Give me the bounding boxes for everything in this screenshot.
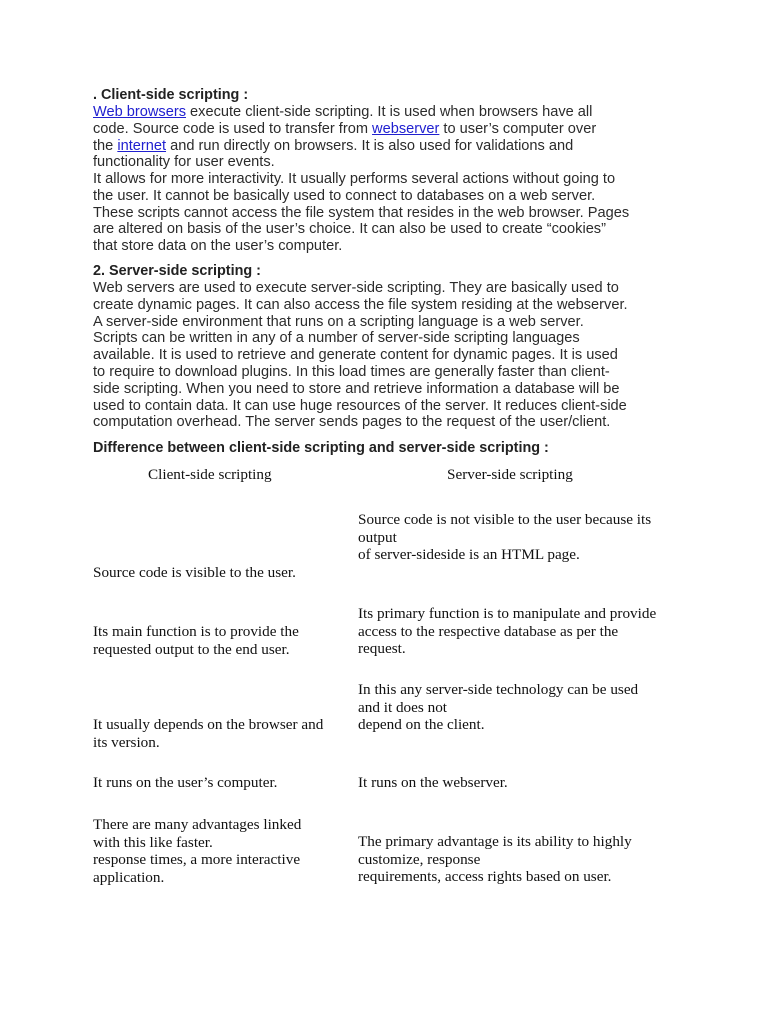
cell-line: There are many advantages linked: [93, 816, 302, 833]
cell-line: In this any server-side technology can be used: [358, 681, 639, 698]
cell-line: It runs on the webserver.: [358, 774, 508, 791]
text-span: the: [93, 137, 118, 154]
paragraph-line: Web servers are used to execute server-side scripting. They are basically used to: [93, 280, 619, 296]
cell-line: depend on the client.: [358, 716, 485, 734]
row-5-client-cell: [93, 816, 301, 886]
column-header-client: Client-side scripting: [148, 466, 272, 483]
paragraph-line: side scripting. When you need to store and retrieve information a database will be: [93, 380, 620, 397]
paragraph-line: It allows for more interactivity. It usually performs several actions without going to: [93, 171, 616, 187]
text-span: execute client-side scripting. It is used when browsers have all: [186, 104, 593, 120]
client-side-heading: . Client-side scripting :: [93, 87, 249, 103]
internet-link[interactable]: internet: [117, 137, 167, 154]
cell-line: response times, a more interactive: [93, 851, 301, 869]
cell-line: request.: [358, 640, 406, 658]
cell-line: access to the respective database as per the: [358, 622, 619, 640]
paragraph-line: available. It is used to retrieve and generate content for dynamic pages. It is used: [93, 347, 618, 364]
cell-line: output: [358, 528, 397, 546]
web-browsers-link[interactable]: Web browsers: [93, 104, 186, 120]
server-side-paragraph: [93, 280, 683, 431]
paragraph-line: These scripts cannot access the file system that resides in the web browser. Pages: [93, 204, 630, 221]
cell-line: application.: [93, 868, 165, 886]
column-header-server: Server-side scripting: [447, 466, 573, 483]
cell-line: Source code is not visible to the user because its: [358, 511, 652, 528]
paragraph-line: A server-side environment that runs on a scripting language is a web server.: [93, 313, 584, 330]
cell-line: customize, response: [358, 850, 481, 868]
row-5-server-cell: [358, 833, 632, 886]
client-side-paragraph-1: [93, 104, 683, 171]
cell-line: requirements, access rights based on user.: [358, 868, 612, 886]
cell-line: Source code is visible to the user.: [93, 564, 296, 581]
comparison-heading: Difference between client-side scripting and server-side scripting :: [93, 440, 549, 456]
row-2-server-cell: [358, 605, 656, 658]
paragraph-line: used to contain data. It can use huge resources of the server. It reduces client-side: [93, 397, 627, 414]
text-span: to user’s computer over: [439, 120, 597, 137]
paragraph-line: Scripts can be written in any of a number of server-side scripting languages: [93, 330, 580, 347]
row-2-client-cell: [93, 623, 299, 658]
row-4-client-cell: [93, 774, 277, 792]
cell-line: The primary advantage is its ability to highly: [358, 833, 632, 850]
paragraph-line: create dynamic pages. It can also access the file system residing at the webserver.: [93, 296, 628, 313]
paragraph-line: to require to download plugins. In this load times are generally faster than client-: [93, 363, 610, 380]
server-side-heading: 2. Server-side scripting :: [93, 263, 261, 279]
cell-line: It usually depends on the browser and: [93, 716, 324, 733]
paragraph-line: functionality for user events.: [93, 154, 275, 171]
row-3-client-cell: [93, 716, 323, 751]
cell-line: Its main function is to provide the: [93, 623, 299, 640]
row-4-server-cell: [358, 774, 508, 792]
cell-line: It runs on the user’s computer.: [93, 774, 278, 791]
paragraph-line: that store data on the user’s computer.: [93, 238, 343, 255]
paragraph-line: computation overhead. The server sends pages to the request of the user/client.: [93, 414, 611, 431]
cell-line: and it does not: [358, 698, 448, 716]
text-span: and run directly on browsers. It is also used for validations and: [166, 137, 574, 154]
paragraph-line: the user. It cannot be basically used to connect to databases on a web server.: [93, 187, 596, 204]
row-1-client-cell: [93, 564, 296, 582]
cell-line: of server-sideside is an HTML page.: [358, 546, 580, 564]
cell-line: its version.: [93, 733, 160, 751]
paragraph-line: are altered on basis of the user’s choice. It can also be used to create “cookies”: [93, 221, 606, 238]
row-3-server-cell: [358, 681, 638, 734]
row-1-server-cell: [358, 511, 651, 564]
client-side-paragraph-2: [93, 171, 683, 255]
text-span: code. Source code is used to transfer from: [93, 120, 373, 137]
cell-line: with this like faster.: [93, 833, 213, 851]
cell-line: Its primary function is to manipulate and provide: [358, 605, 657, 622]
webserver-link[interactable]: webserver: [372, 120, 440, 137]
cell-line: requested output to the end user.: [93, 640, 290, 658]
